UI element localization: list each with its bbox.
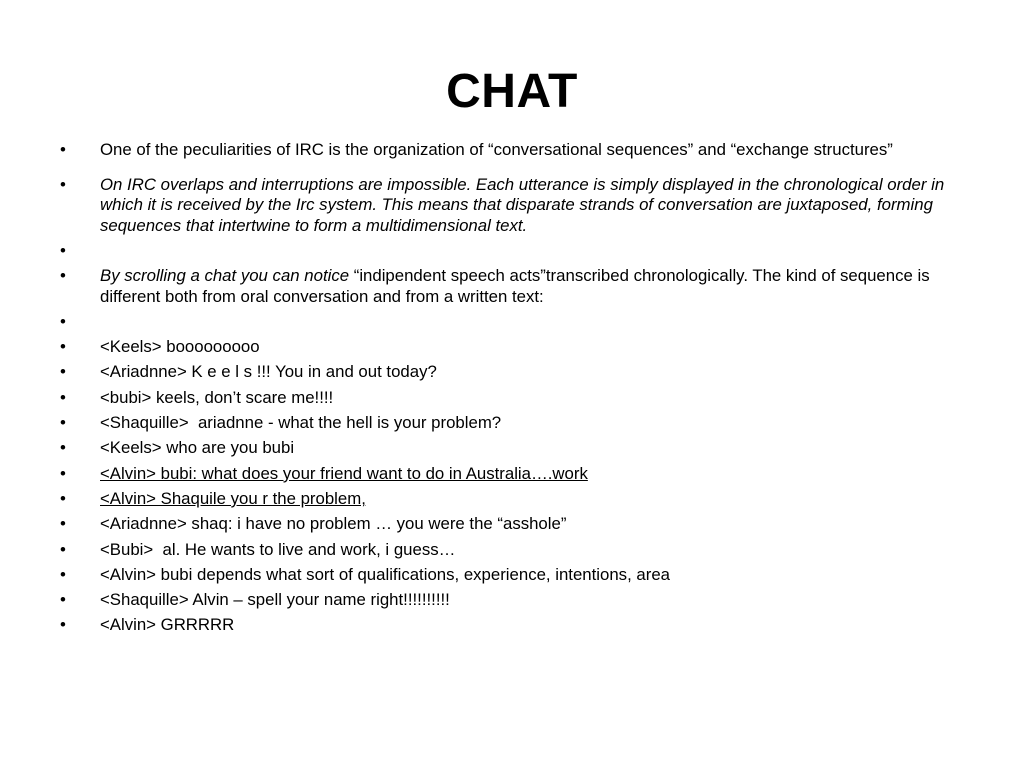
chat-line-text: <Alvin> bubi depends what sort of qualifications, experience, intentions, area <box>100 564 670 584</box>
chat-line <box>60 489 970 510</box>
chat-line-text: <Keels> who are you bubi <box>100 438 295 458</box>
chat-line <box>60 413 970 434</box>
bullet-dot-icon: • <box>60 564 66 584</box>
bullet-dot-icon: • <box>60 463 66 483</box>
chat-line <box>60 615 970 636</box>
bullet-item-empty <box>60 241 970 262</box>
bullet-dot-icon: • <box>60 240 66 260</box>
bullet-dot-icon: • <box>60 615 66 635</box>
chat-line <box>60 540 970 561</box>
chat-line-text-underlined: <Alvin> Shaquile you r the problem, <box>100 488 366 508</box>
chat-line-text: <Keels> booooooooo <box>100 337 260 357</box>
bullet-item <box>60 140 970 161</box>
bullet-dot-icon: • <box>60 387 66 407</box>
bullet-list <box>60 140 970 641</box>
bullet-dot-icon: • <box>60 311 66 331</box>
bullet-text: On IRC overlaps and interruptions are impossible. Each utterance is simply displayed in the chronological order in which it is received by the Irc system. This means that disparate strands of conversation are juxtaposed, forming sequences that intertwine to form a multidimensional text. <box>100 174 945 235</box>
bullet-dot-icon: • <box>60 488 66 508</box>
bullet-dot-icon: • <box>60 438 66 458</box>
chat-line-text: <Shaquille> Alvin – spell your name right!!!!!!!!!! <box>100 590 450 610</box>
bullet-dot-icon: • <box>60 514 66 534</box>
bullet-text-italic: By scrolling a chat you can notice <box>100 266 350 286</box>
bullet-dot-icon: • <box>60 590 66 610</box>
bullet-text: “indipendent speech acts”transcribed chronologically. The kind of sequence is different both from oral conversation and from a written text: <box>100 266 930 306</box>
chat-line <box>60 362 970 383</box>
chat-line <box>60 565 970 586</box>
bullet-dot-icon: • <box>60 413 66 433</box>
bullet-dot-icon: • <box>60 362 66 382</box>
chat-line-text: <Alvin> GRRRRR <box>100 615 235 635</box>
bullet-dot-icon: • <box>60 539 66 559</box>
bullet-dot-icon: • <box>60 140 66 159</box>
bullet-item <box>60 175 970 237</box>
chat-line <box>60 438 970 459</box>
bullet-dot-icon: • <box>60 337 66 357</box>
chat-line <box>60 590 970 611</box>
bullet-dot-icon: • <box>60 266 66 286</box>
chat-line-text-underlined: <Alvin> bubi: what does your friend want to do in Australia….work <box>100 463 588 483</box>
chat-line-text: <Bubi> al. He wants to live and work, i guess… <box>100 539 456 559</box>
bullet-text: One of the peculiarities of IRC is the organization of “conversational sequences” and “exchange structures” <box>100 140 893 159</box>
chat-line <box>60 514 970 535</box>
chat-line <box>60 388 970 409</box>
chat-line <box>60 337 970 358</box>
chat-line <box>60 464 970 485</box>
chat-line-text: <Ariadnne> K e e l s !!! You in and out today? <box>100 362 437 382</box>
bullet-dot-icon: • <box>60 174 66 194</box>
chat-line-text: <Shaquille> ariadnne - what the hell is your problem? <box>100 413 502 433</box>
chat-line-text: <bubi> keels, don’t scare me!!!! <box>100 387 334 407</box>
bullet-item <box>60 266 970 307</box>
bullet-item-empty <box>60 312 970 333</box>
chat-line-text: <Ariadnne> shaq: i have no problem … you were the “asshole” <box>100 514 567 534</box>
slide-title: CHAT <box>446 65 578 118</box>
